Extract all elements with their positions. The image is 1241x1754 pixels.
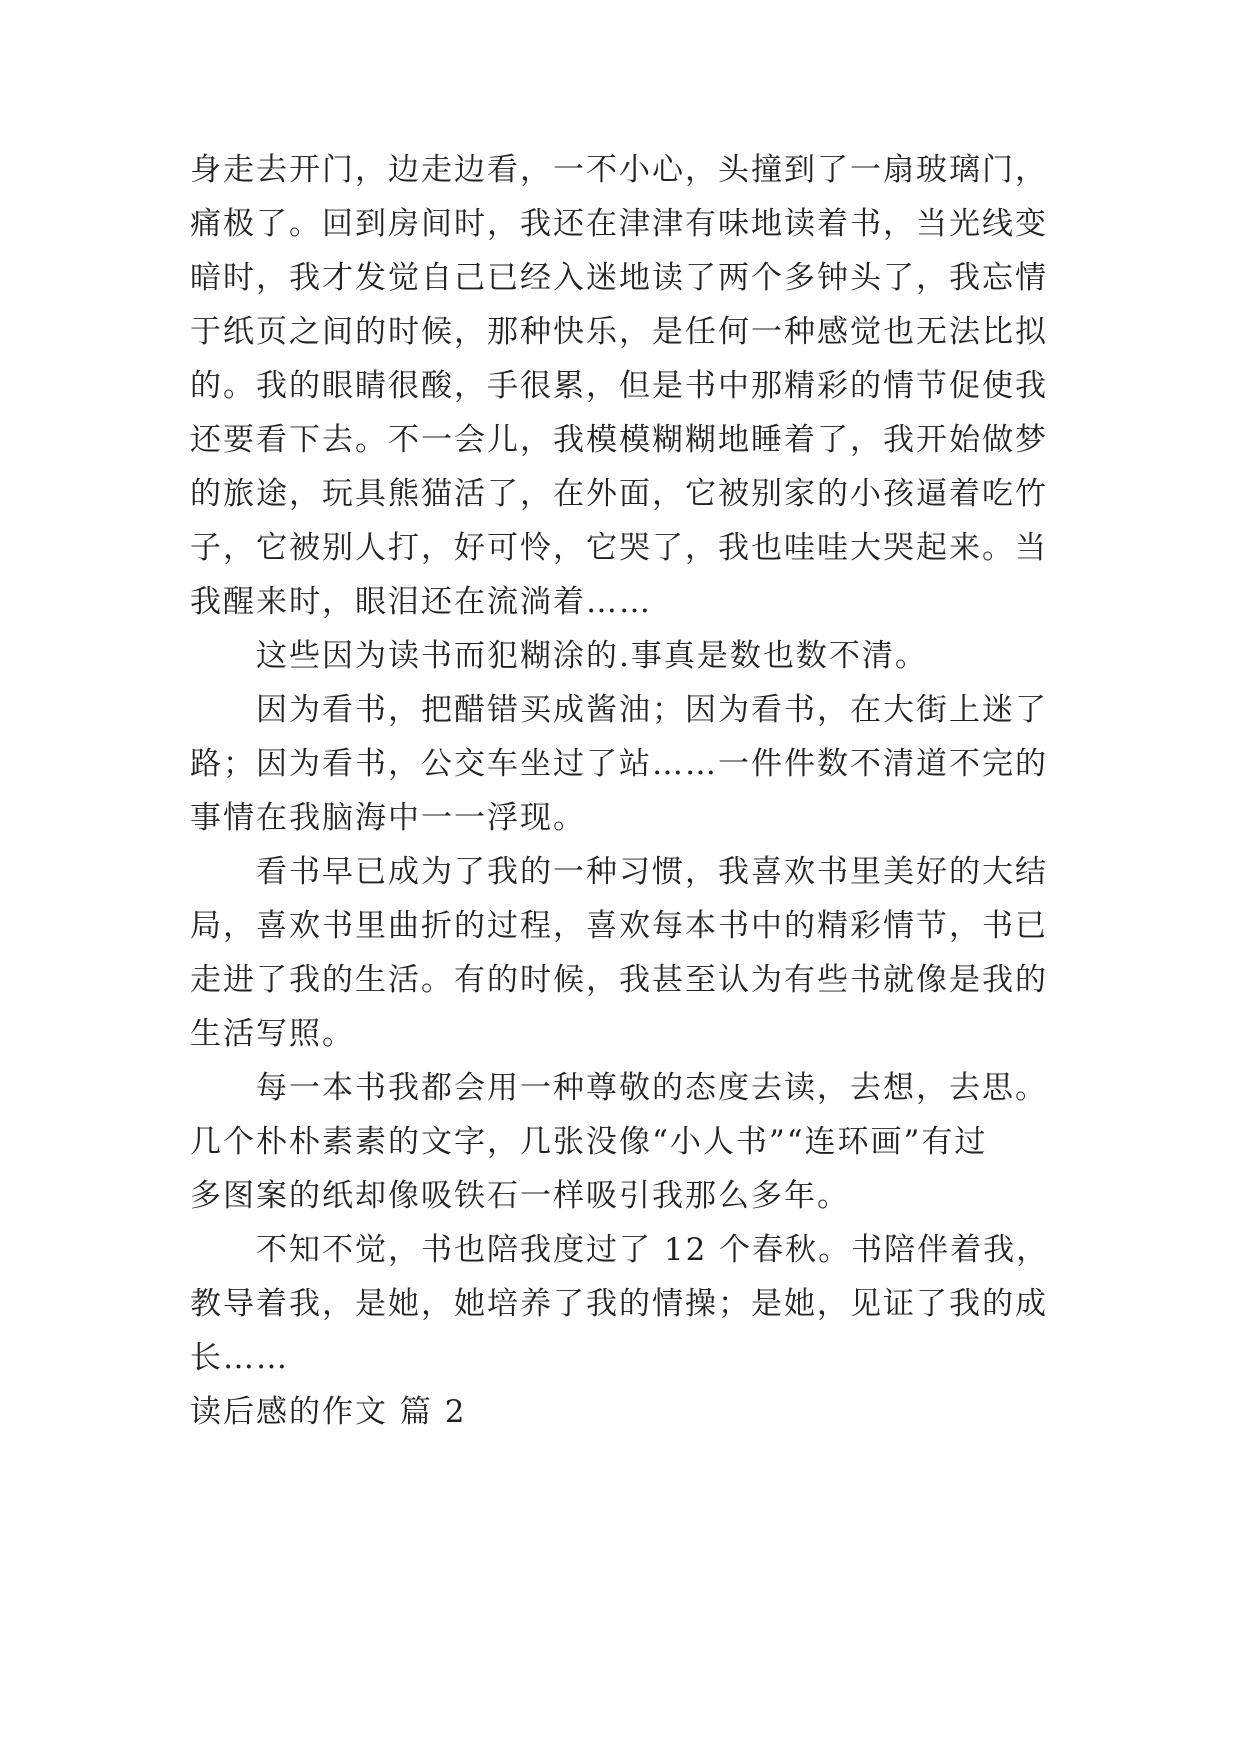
text-line: 的。我的眼睛很酸，手很累，但是书中那精彩的情节促使我 [190,368,1048,404]
paragraph-first-line: 看书早已成为了我的一种习惯，我喜欢书里美好的大结 [256,854,1048,890]
text-line: 我醒来时，眼泪还在流淌着…… [190,584,652,620]
text-line: 事情在我脑海中一一浮现。 [190,800,586,836]
paragraph-first-line: 因为看书，把醋错买成酱油；因为看书，在大街上迷了 [256,692,1048,728]
text-line: 教导着我，是她，她培养了我的情操；是她，见证了我的成 [190,1286,1048,1322]
section-heading: 读后感的作文 篇 2 [190,1394,467,1430]
paragraph-first-line: 每一本书我都会用一种尊敬的态度去读，去想，去思。 [256,1070,1048,1106]
text-line: 生活写照。 [190,1016,355,1052]
text-line: 局，喜欢书里曲折的过程，喜欢每本书中的精彩情节，书已 [190,908,1048,944]
text-line: 几个朴朴素素的文字，几张没像“小人书”“连环画”有过 [190,1124,988,1160]
text-line: 长…… [190,1340,289,1376]
text-line: 痛极了。回到房间时，我还在津津有味地读着书，当光线变 [190,206,1048,242]
text-line: 的旅途，玩具熊猫活了，在外面，它被别家的小孩逼着吃竹 [190,476,1048,512]
paragraph-first-line: 这些因为读书而犯糊涂的.事真是数也数不清。 [256,638,928,674]
text-line: 暗时，我才发觉自己已经入迷地读了两个多钟头了，我忘情 [190,260,1048,296]
paragraph-first-line: 不知不觉，书也陪我度过了 12 个春秋。书陪伴着我， [256,1232,1050,1268]
text-line: 走进了我的生活。有的时候，我甚至认为有些书就像是我的 [190,962,1048,998]
text-line: 身走去开门，边走边看，一不小心，头撞到了一扇玻璃门， [190,152,1048,188]
text-line: 子，它被别人打，好可怜，它哭了，我也哇哇大哭起来。当 [190,530,1048,566]
text-line: 多图案的纸却像吸铁石一样吸引我那么多年。 [190,1178,850,1214]
text-line: 路；因为看书，公交车坐过了站……一件件数不清道不完的 [190,746,1048,782]
text-line: 还要看下去。不一会儿，我模模糊糊地睡着了，我开始做梦 [190,422,1048,458]
text-line: 于纸页之间的时候，那种快乐，是任何一种感觉也无法比拟 [190,314,1048,350]
